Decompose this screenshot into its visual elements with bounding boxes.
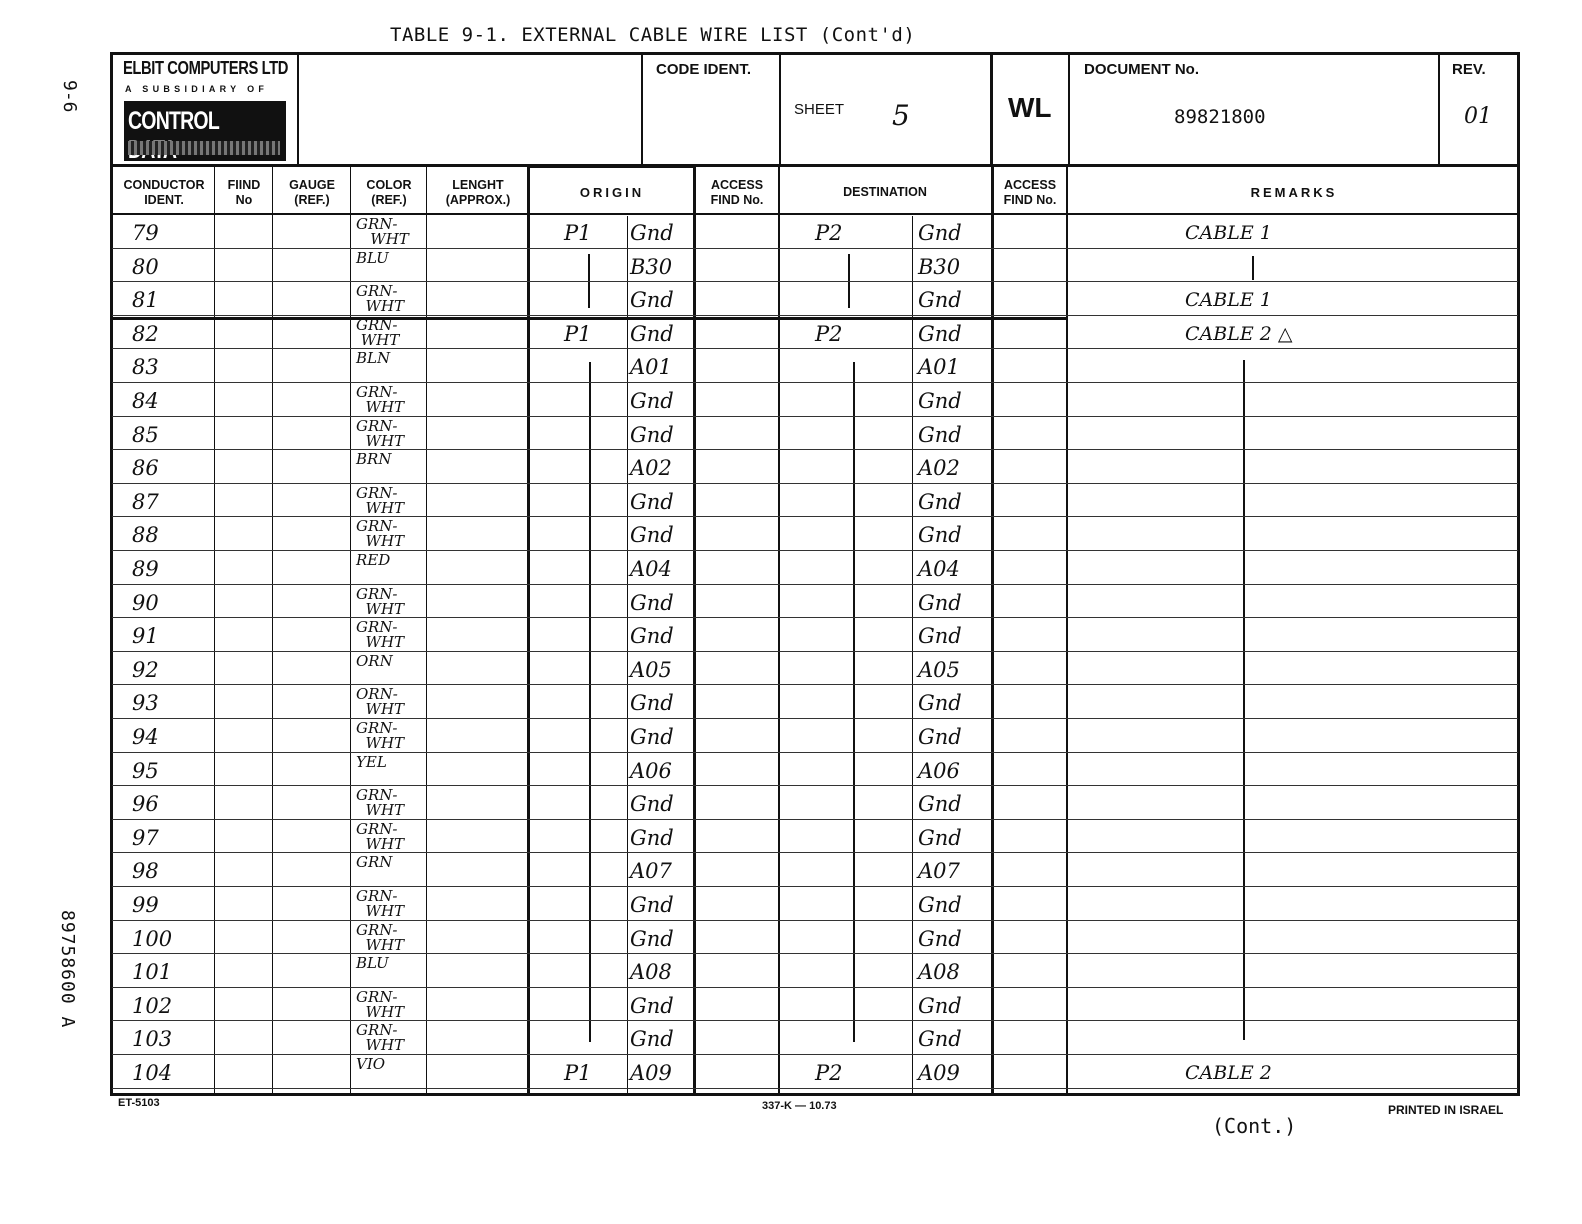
form-frame: [110, 52, 1520, 1096]
col-destination: DESTINATION: [843, 185, 927, 199]
origin-pin: Gnd: [630, 1027, 674, 1052]
dest-pin: Gnd: [918, 590, 962, 615]
row-rule: [112, 684, 1518, 685]
tb-divider: [1438, 52, 1440, 165]
rev-value: 01: [1464, 104, 1492, 129]
col-rule: [426, 166, 427, 1096]
color-ref: GRN: [356, 853, 393, 872]
conductor-id: 81: [132, 288, 159, 313]
subsidiary-label: A SUBSIDIARY OF: [125, 84, 269, 94]
origin-pin: A04: [630, 557, 672, 581]
row-rule: [112, 315, 1518, 316]
conductor-id: 79: [132, 221, 159, 245]
row-rule: [112, 550, 1518, 551]
tb-divider: [779, 52, 781, 165]
origin-pin: Gnd: [630, 624, 674, 649]
origin-pin: Gnd: [630, 590, 674, 615]
dest-connector: P2: [815, 221, 843, 245]
color-ref: GRN- WHT: [356, 315, 400, 349]
origin-pin: A09: [630, 1061, 672, 1085]
color-ref: GRN- WHT: [356, 282, 405, 316]
origin-pin: A07: [630, 859, 672, 884]
remarks-bracket-cable2: [1243, 360, 1245, 1040]
dest-pin: Gnd: [918, 321, 962, 346]
row-rule: [112, 718, 1518, 719]
side-doc-number: 89758600 A: [57, 910, 78, 1029]
conductor-id: 91: [132, 624, 159, 649]
origin-pin: Gnd: [630, 288, 674, 313]
color-ref: BLU: [356, 954, 389, 973]
form-number: ET-5103: [118, 1097, 160, 1109]
dest-pin: A08: [918, 960, 960, 985]
color-ref: GRN- WHT: [356, 819, 405, 853]
dest-pin: A02: [918, 456, 960, 481]
conductor-id: 103: [132, 1027, 173, 1052]
row-rule: [112, 785, 1518, 786]
control-data-logo-text: CONTROL: [128, 107, 219, 135]
origin-pin: Gnd: [630, 523, 674, 548]
tb-divider: [990, 52, 993, 165]
color-ref: BLU: [356, 248, 389, 267]
origin-pin: A05: [630, 657, 672, 682]
origin-pin: Gnd: [630, 792, 674, 817]
col-origin-access: ACCESS FIND No.: [710, 178, 764, 207]
origin-pin: Gnd: [630, 893, 674, 917]
origin-box-top: [527, 166, 694, 168]
conductor-id: 90: [132, 590, 159, 615]
logo-band: [128, 141, 280, 155]
dest-pin: A06: [918, 758, 960, 783]
row-rule: [112, 617, 1518, 618]
company-name: ELBIT COMPUTERS LTD: [123, 58, 288, 78]
origin-pin: Gnd: [630, 926, 674, 951]
dest-pin: A01: [918, 355, 960, 380]
origin-pin: B30: [630, 254, 673, 279]
dest-pin: Gnd: [918, 725, 962, 749]
origin-pin: Gnd: [630, 993, 674, 1018]
dest-pin: A07: [918, 859, 960, 884]
dest-pin: A04: [918, 557, 960, 581]
origin-pin: Gnd: [630, 321, 674, 346]
conductor-id: 92: [132, 657, 159, 682]
document-no-value: 89821800: [1174, 106, 1266, 128]
color-ref: GRN- WHT: [356, 517, 405, 551]
origin-pin: A08: [630, 960, 672, 985]
dest-pin: Gnd: [918, 422, 962, 447]
color-ref: GRN- WHT: [356, 786, 405, 820]
tb-divider: [1068, 52, 1070, 165]
color-ref: GRN- WHT: [356, 215, 409, 248]
col-rule: [350, 166, 351, 1096]
cable-separator: [110, 317, 1068, 320]
dest-pin: Gnd: [918, 691, 962, 716]
col-conductor-ident: CONDUCTOR IDENT.: [123, 178, 205, 207]
dest-pin: A05: [918, 657, 960, 682]
remarks-bracket-cable1: [1252, 256, 1254, 280]
row-rule: [112, 281, 1518, 282]
origin-pin: A06: [630, 758, 672, 783]
row-rule: [112, 416, 1518, 417]
col-length: LENGHT (APPROX.): [445, 178, 511, 207]
continued-note: (Cont.): [1212, 1114, 1297, 1138]
color-ref: BLN: [356, 349, 391, 368]
col-rule: [272, 166, 273, 1096]
color-ref: GRN- WHT: [356, 483, 405, 517]
side-page-number: 9-6: [59, 80, 80, 113]
origin-pin: Gnd: [630, 489, 674, 514]
row-rule: [112, 584, 1518, 585]
print-code: 337-K — 10.73: [762, 1100, 837, 1112]
row-rule: [112, 449, 1518, 450]
row-rule: [112, 886, 1518, 887]
conductor-id: 97: [132, 825, 159, 850]
dest-pin: Gnd: [918, 288, 962, 313]
origin-pin: Gnd: [630, 691, 674, 716]
conductor-id: 99: [132, 893, 159, 917]
dest-bracket-cable2: [853, 362, 855, 1042]
row-rule: [112, 483, 1518, 484]
origin-pin: Gnd: [630, 825, 674, 850]
col-gauge: GAUGE (REF.): [289, 178, 335, 207]
col-dest-access: ACCESS FIND No.: [1003, 178, 1057, 207]
row-rule: [112, 819, 1518, 820]
dest-connector: P2: [815, 321, 843, 346]
origin-pin: A02: [630, 456, 672, 481]
col-find-no: FIIND No: [227, 178, 261, 207]
origin-pin: A01: [630, 355, 672, 380]
col-remarks: REMARKS: [1250, 185, 1338, 200]
color-ref: GRN- WHT: [356, 618, 405, 652]
col-rule-bold: [527, 166, 530, 1096]
remark: CABLE 1: [1185, 222, 1272, 244]
dest-pin: Gnd: [918, 389, 962, 413]
dest-pin: Gnd: [918, 489, 962, 514]
color-ref: GRN- WHT: [356, 920, 405, 954]
row-rule: [112, 382, 1518, 383]
col-rule-bold: [693, 166, 696, 1096]
color-ref: GRN- WHT: [356, 383, 405, 416]
color-ref: GRN- WHT: [356, 719, 405, 752]
row-rule: [112, 1054, 1518, 1055]
col-rule-bold: [991, 166, 994, 1096]
color-ref: BRN: [356, 450, 392, 469]
printed-in: PRINTED IN ISRAEL: [1388, 1103, 1504, 1117]
row-rule: [112, 987, 1518, 988]
origin-bracket-cable2: [589, 362, 591, 1042]
color-ref: YEL: [356, 752, 387, 771]
color-ref: GRN- WHT: [356, 887, 405, 920]
row-rule: [112, 248, 1518, 249]
col-rule: [214, 166, 215, 1096]
tb-bottom-rule: [110, 164, 1520, 167]
document-no-label: DOCUMENT No.: [1084, 61, 1199, 78]
sheet-label: SHEET: [794, 101, 845, 118]
dest-pin: Gnd: [918, 1027, 962, 1052]
col-origin: ORIGIN: [579, 185, 645, 200]
dest-pin: Gnd: [918, 523, 962, 548]
table-caption: TABLE 9-1. EXTERNAL CABLE WIRE LIST (Cont'd): [390, 24, 916, 46]
dest-pin: Gnd: [918, 825, 962, 850]
row-rule: [112, 516, 1518, 517]
col-rule: [778, 166, 780, 1096]
conductor-id: 94: [132, 725, 159, 749]
conductor-id: 84: [132, 389, 159, 413]
row-rule: [112, 852, 1518, 853]
dest-pin: Gnd: [918, 221, 962, 245]
col-color: COLOR (REF.): [366, 178, 412, 207]
dest-connector: P2: [815, 1061, 843, 1085]
col-rule: [1066, 166, 1068, 1096]
color-ref: ORN: [356, 651, 393, 670]
row-rule: [112, 920, 1518, 921]
tb-divider: [297, 52, 299, 165]
dest-pin: A09: [918, 1061, 960, 1085]
conductor-id: 96: [132, 792, 159, 817]
row-rule: [112, 651, 1518, 652]
dest-pin: Gnd: [918, 926, 962, 951]
remark: CABLE 2 △: [1185, 322, 1293, 345]
conductor-id: 101: [132, 960, 173, 985]
conductor-id: 102: [132, 993, 173, 1018]
row-rule: [112, 953, 1518, 954]
origin-pin: Gnd: [630, 389, 674, 413]
conductor-id: 104: [132, 1061, 173, 1085]
row-rule: [112, 1088, 1518, 1089]
dest-pin: Gnd: [918, 893, 962, 917]
remark: CABLE 2: [1185, 1062, 1272, 1084]
color-ref: GRN- WHT: [356, 987, 405, 1021]
conductor-id: 82: [132, 321, 159, 346]
dest-pin: Gnd: [918, 792, 962, 817]
sheet-value: 5: [892, 99, 910, 132]
remark: CABLE 1: [1185, 289, 1272, 312]
conductor-id: 86: [132, 456, 159, 481]
control-data-logo: [124, 101, 286, 161]
conductor-id: 100: [132, 926, 173, 951]
conductor-id: 88: [132, 523, 159, 548]
color-ref: ORN- WHT: [356, 685, 405, 719]
conductor-id: 83: [132, 355, 159, 380]
conductor-id: 80: [132, 254, 159, 279]
color-ref: GRN- WHT: [356, 584, 405, 618]
conductor-id: 85: [132, 422, 159, 447]
header-rule: [110, 213, 1520, 215]
dest-pin: Gnd: [918, 993, 962, 1018]
origin-pin: Gnd: [630, 725, 674, 749]
color-ref: GRN- WHT: [356, 416, 405, 450]
conductor-id: 93: [132, 691, 159, 716]
tb-divider: [641, 52, 643, 165]
row-rule: [112, 1020, 1518, 1021]
dest-pin: B30: [918, 254, 961, 279]
conductor-id: 87: [132, 489, 159, 514]
origin-connector: P1: [564, 321, 592, 346]
color-ref: VIO: [356, 1055, 386, 1073]
conductor-id: 95: [132, 758, 159, 783]
color-ref: RED: [356, 551, 391, 569]
dest-pin: Gnd: [918, 624, 962, 649]
origin-connector: P1: [564, 221, 592, 245]
conductor-id: 89: [132, 557, 159, 581]
conductor-id: 98: [132, 859, 159, 884]
doc-type: WL: [1008, 92, 1052, 123]
origin-pin: Gnd: [630, 422, 674, 447]
origin-connector: P1: [564, 1061, 592, 1085]
rev-label: REV.: [1452, 61, 1486, 78]
row-rule: [112, 752, 1518, 753]
row-rule: [112, 348, 1518, 349]
code-ident-label: CODE IDENT.: [656, 61, 752, 78]
origin-pin: Gnd: [630, 221, 674, 245]
color-ref: GRN- WHT: [356, 1021, 405, 1055]
